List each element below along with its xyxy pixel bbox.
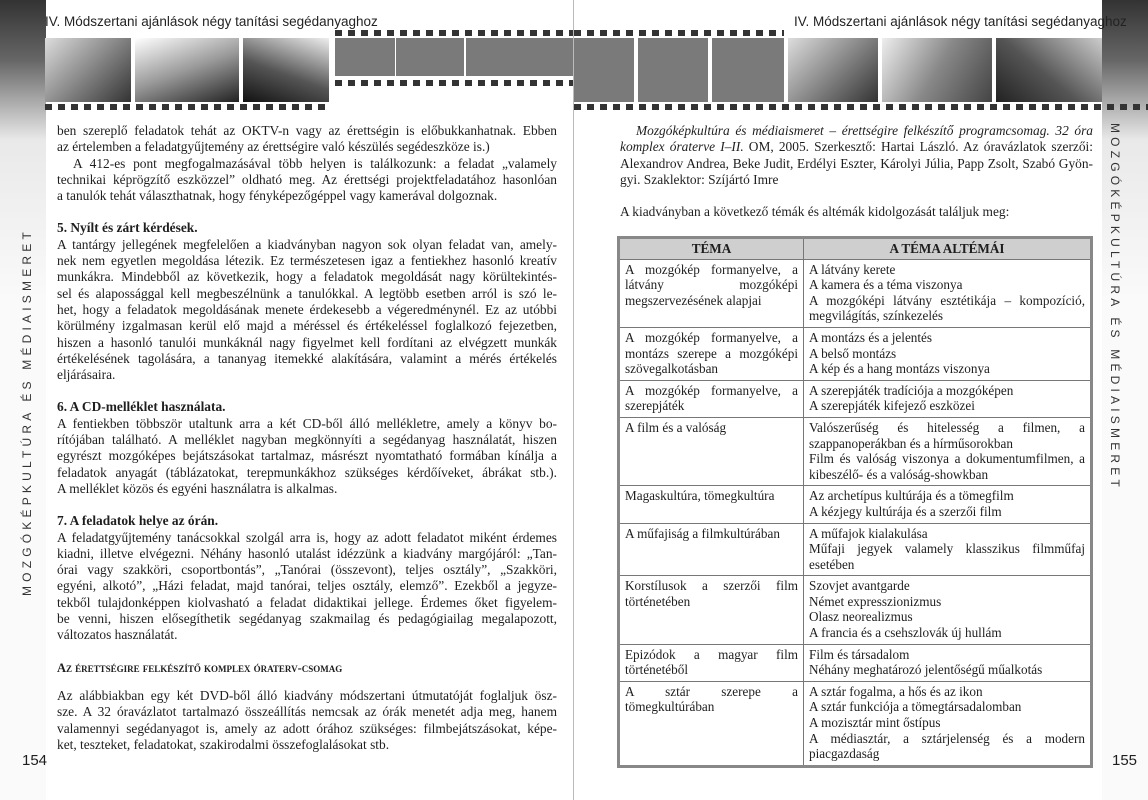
altemak-cell [804, 327, 1092, 380]
altema-item: A montázs és a jelentés [809, 329, 933, 345]
film-perforation [335, 80, 574, 86]
text-line: órai vagy szakköri, csoportbontás”, „Tanórai (összevont), teljes osztály”, „Szakköri, [57, 562, 557, 578]
film-perforation [45, 104, 330, 110]
altema-item: A médiasztár, a sztárjelenség és a modern piacgazdaság [809, 730, 1085, 762]
table-row [619, 644, 1092, 681]
altema-item: Valószerűség és hitelesség a filmen, a szappanoperákban és a hírműsorokban [809, 419, 1085, 451]
tema-cell: Magaskultúra, tömegkultúra [619, 486, 804, 523]
text-line: nek nem egyetlen megoldása létezik. Ez természetesen igaz a fentiekhez hasonló kreatív [57, 253, 557, 269]
altema-item: Német expresszionizmus [809, 593, 942, 609]
paragraph [57, 123, 557, 156]
header-photo-projector [996, 38, 1102, 102]
section-heading: 6. A CD-melléklet használata. [57, 399, 226, 415]
altemak-cell [804, 576, 1092, 644]
paragraph [57, 416, 557, 497]
text-line: be venni, hiszen elősegíthetik segédanyag szakmailag és pedagógiailag megalapozott, [57, 611, 557, 627]
table-row [619, 380, 1092, 417]
text-line: az értelemben a feladatgyűjtemény az érettségire való készülés segédeszköze is.) [57, 139, 490, 155]
text-line: feladatok anyagát (táblázatokat, terepmunkákhoz szükséges kérdőíveket, ábrákat stb.). [57, 464, 557, 480]
table-row [619, 486, 1092, 523]
text-line: munkákra. Mindebből az következik, hogy a feladatok megoldását nagy körültekintés- [57, 269, 557, 285]
altema-item: Az archetípus kultúrája és a tömegfilm [809, 488, 1014, 504]
tema-cell: Epizódok a magyar film történetéből [619, 644, 804, 681]
altemak-cell [804, 644, 1092, 681]
altema-item: A szerepjáték kifejező eszközei [809, 398, 975, 414]
film-frame [335, 38, 395, 76]
text-line: egyéni, alkotó”, „Házi feladat, majd tanórai, teljes osztály, elemző”. Ezekből a jegyze- [57, 578, 557, 594]
text-line: het, hogy a feladatok megoldásának menete érdekesebb a végeredménynél. Ez az utóbbi [57, 301, 557, 317]
table-row [619, 259, 1092, 327]
tema-cell: A műfajiság a filmkultúrában [619, 523, 804, 576]
text-line: hiszen a hasonló tanulói munkáknál nagy figyelmet kell fordítani az elvégzett munkák [57, 334, 557, 350]
table-row [619, 417, 1092, 485]
table-row [619, 576, 1092, 644]
text-line: sze. A 32 óravázlatot tartalmazó összeállítás nemcsak az órák menetét adja meg, hanem [57, 704, 557, 720]
tema-cell: A mozgókép formanyelve, a szerepjáték [619, 380, 804, 417]
column-header-altemak: A TÉMA ALTÉMÁI [804, 238, 1092, 260]
altema-item: Film és társadalom [809, 646, 910, 662]
text-line: A melléklet közös és egyéni használatra is alkalmas. [57, 480, 338, 496]
citation-title-cont: komplex óraterve I–II. [620, 139, 744, 155]
text-line: A fentiekben többször utaltunk arra a két CD-ből álló mellékletre, amely a könyv bo- [57, 415, 557, 431]
film-frame [466, 38, 574, 76]
paragraph [57, 237, 557, 384]
tema-cell: A mozgókép formanyelve, a montázs szerepe a mozgóképi szövegalkotásban [619, 327, 804, 380]
topics-table [617, 236, 1093, 768]
side-title: MOZGÓKÉPKULTÚRA ÉS MÉDIAISMERET [20, 228, 34, 597]
altema-item: Szovjet avantgarde [809, 578, 910, 594]
altema-item: Néhány meghatározó jelentőségű műalkotás [809, 662, 1043, 678]
text-line: A 412-es pont megfogalmazásával több helyen is találkozunk: a feladat „valamely [73, 155, 557, 171]
citation-publisher: OM, 2005. Szerkesztő: Hartai László. Az óravázlatok szerzői: [743, 139, 1093, 155]
text-line: ben szereplő feladatok tehát az OKTV-n vagy az érettségin is előbukkanhatnak. Ebben [57, 123, 557, 138]
tema-cell: A mozgókép formanyelve, a látvány mozgóképi megszervezésének alapjai [619, 259, 804, 327]
text-line: tekből tulajdonképpen kiolvasható a feladat didaktikai jellege. Érdemes őket figyelem- [57, 594, 557, 610]
table-row [619, 681, 1092, 766]
text-line: eljárásaira. [57, 367, 116, 383]
text-line: sel és alapossággal kell megbeszélnünk a tanulókkal. A legtöbb esetben arról is szó le- [57, 285, 557, 301]
header-photo-clapperboard [243, 38, 329, 102]
text-line: a tanulók tehát választhatnak, hogy fényképezőgéppel vagy kamerával dolgoznak. [57, 188, 498, 204]
altema-item: A francia és a csehszlovák új hullám [809, 625, 1002, 641]
page-number: 154 [22, 752, 48, 769]
paragraph [57, 156, 557, 205]
text-line: egyrészt mozgóképes bejátszásokat tartalmaz, másrészt nyomtatható formában kínálja a [57, 448, 557, 464]
altemak-cell [804, 380, 1092, 417]
side-title: MOZGÓKÉPKULTÚRA ÉS MÉDIAISMERET [1108, 122, 1122, 491]
text-line: technikai képrögzítő eszközzel” oldható meg. Az érettségi projektfeladatához hasonlóan [57, 171, 557, 187]
text-line: körülmény izgalmasan kerül elő majd a méréssel és értékeléssel foglalkozó fejezetben, [57, 318, 557, 334]
altema-item: A sztár funkciója a tömegtársadalomban [809, 699, 1022, 715]
altema-item: A műfajok kialakulása [809, 525, 928, 541]
running-head: IV. Módszertani ajánlások négy tanítási segédanyaghoz [45, 14, 378, 29]
page-number: 155 [1112, 752, 1138, 769]
left-body-text [57, 123, 557, 753]
section-heading: 5. Nyílt és zárt kérdések. [57, 220, 198, 236]
citation-authors: Alexandrov Andrea, Beke Judit, Erdélyi Eszter, Károlyi Júlia, Papp Zsolt, Szabó Gyön- [620, 155, 1093, 171]
table-row [619, 523, 1092, 576]
text-line: Az alábbiakban egy két DVD-ből álló kiadvány módszertani útmutatóját foglaljuk ösz- [57, 687, 557, 703]
table-intro: A kiadványban a következő témák és altémák kidolgozását találjuk meg: [620, 204, 1010, 220]
altema-item: A sztár fogalma, a hős és az ikon [809, 683, 983, 699]
header-photo-film-reel [135, 38, 239, 102]
altema-item: A belső montázs [809, 345, 897, 361]
section-title: Az érettségire felkészítő komplex óraterv-csomag [57, 660, 343, 675]
altema-item: A kézjegy kultúrája és a szerzői film [809, 503, 1002, 519]
text-line: értékelésének tagolására, a tananyag itemekké alakítására, valamint a mérés értékelés [57, 350, 557, 366]
altema-item: A kamera és a téma viszonya [809, 277, 963, 293]
film-perforation [574, 30, 784, 36]
altema-item: A mozisztár mint őstípus [809, 715, 941, 731]
altemak-cell [804, 417, 1092, 485]
citation-reviewer: gyi. Szaklektor: Szíjártó Imre [620, 171, 779, 187]
text-line: A feladatgyűjtemény tanácsokkal szolgál arra is, hogy az adott feladatot miként érdemes [57, 529, 557, 545]
tema-cell: A film és a valóság [619, 417, 804, 485]
altemak-cell [804, 259, 1092, 327]
header-photo-sunglasses [45, 38, 131, 102]
film-perforation [335, 30, 574, 36]
text-line: változatos használatát. [57, 627, 178, 643]
film-frame [396, 38, 464, 76]
film-frame [638, 38, 708, 102]
citation [620, 123, 1093, 220]
altema-item: Film és valóság viszonya a dokumentumfilmen, a kibeszélő- és a valóság-showkban [809, 451, 1085, 482]
text-line: rítójában található. A melléklet nagyban megkönnyíti a segédanyag használatát, hiszen [57, 432, 557, 448]
right-page [574, 0, 1148, 800]
altema-item: A szerepjáték tradíciója a mozgóképen [809, 382, 1014, 398]
tema-cell: Korstílusok a szerzői film történetében [619, 576, 804, 644]
altemak-cell [804, 486, 1092, 523]
film-frame [712, 38, 784, 102]
header-photo-chaplin [788, 38, 878, 102]
section-heading: 7. A feladatok helye az órán. [57, 513, 219, 529]
column-header-tema: TÉMA [619, 238, 804, 260]
paragraph [57, 688, 557, 753]
altemak-cell [804, 523, 1092, 576]
paragraph [57, 530, 557, 644]
altema-item: Olasz neorealizmus [809, 609, 913, 625]
text-line: ket, teszteket, feladatokat, szakirodalmi összefoglalásokat stb. [57, 736, 390, 752]
text-line: kiadni, illetve elvégezni. Néhány hasonló utalást idézzünk a kiadvány margójáról: „Tan- [57, 545, 557, 561]
tema-cell: A sztár szerepe a tömegkultúrában [619, 681, 804, 766]
table-row [619, 327, 1092, 380]
altemak-cell [804, 681, 1092, 766]
altema-item: A kép és a hang montázs viszonya [809, 361, 990, 377]
film-perforation [574, 104, 1148, 110]
header-photo-cartoon [882, 38, 992, 102]
altema-item: Műfaji jegyek valamely klasszikus filmműfaj esetében [809, 541, 1085, 572]
altema-item: A mozgóképi látvány esztétikája – kompozíció, megvilágítás, színkezelés [809, 292, 1085, 324]
film-frame [574, 38, 634, 102]
running-head: IV. Módszertani ajánlások négy tanítási segédanyaghoz [794, 14, 1127, 29]
text-line: valamennyi segédanyagot is, amely az adott órához szükséges: filmbejátszásokat, képe- [57, 720, 557, 736]
text-line: A tantárgy jellegének megfelelően a kiadványban nagyon sok olyan feladat van, amely- [57, 236, 557, 252]
citation-title: Mozgóképkultúra és médiaismeret – érettségire felkészítő programcsomag. 32 óra [636, 123, 1093, 138]
altema-item: A látvány kerete [809, 261, 896, 277]
